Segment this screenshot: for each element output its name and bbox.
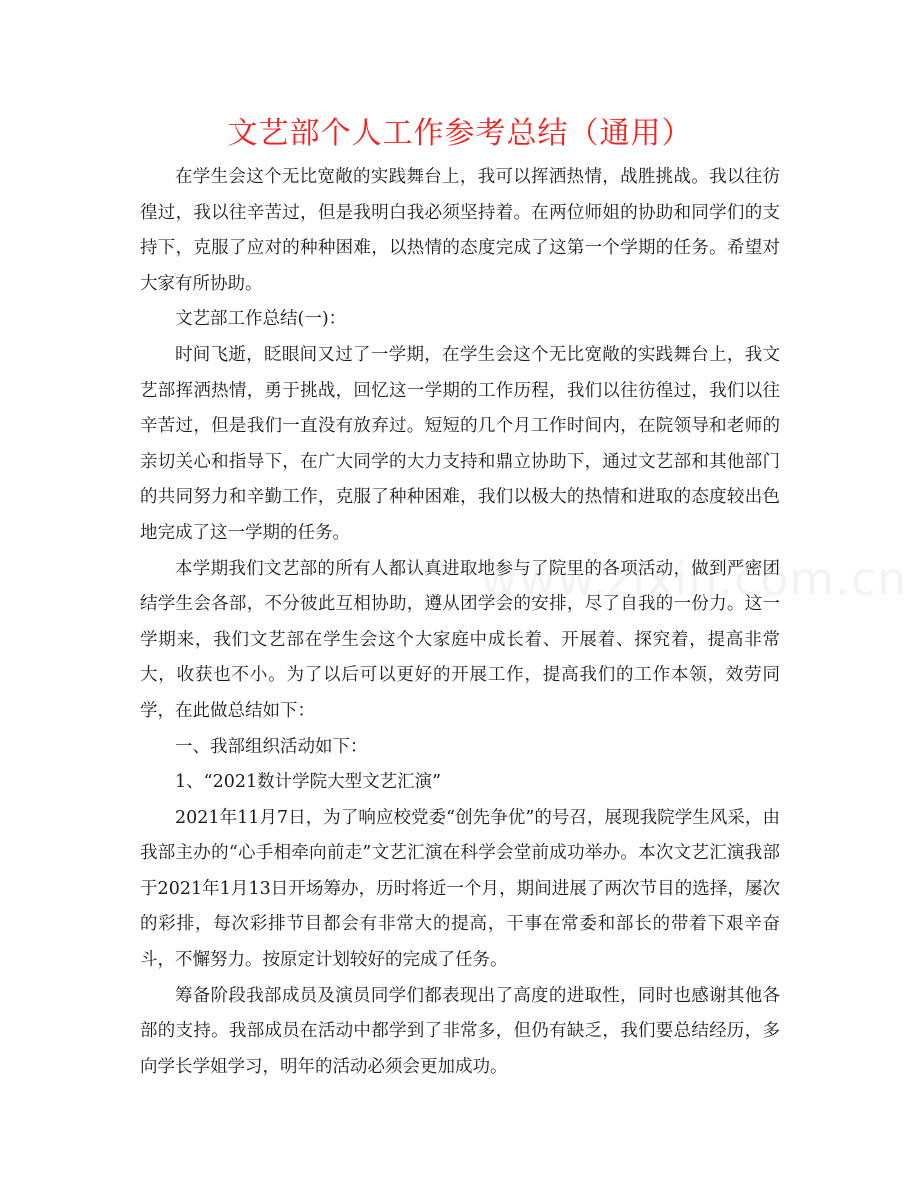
paragraph-participation: 本学期我们文艺部的所有人都认真进取地参与了院里的各项活动，做到严密团结学生会各部，不分彼此互相协助，遵从团学会的安排，尽了自我的一份力。这一学期来，我们文艺部在学生会这个大家庭中成长着、开展着、探究着，提高非常大，收获也不小。为了以后可以更好的开展工作，提高我们的工作本领，效劳同学，在此做总结如下： (140, 558, 780, 721)
subheading-art-show: 1、“2021数计学院大型文艺汇演” (175, 772, 442, 793)
paragraph-semester-review: 时间飞逝，眨眼间又过了一学期，在学生会这个无比宽敞的实践舞台上，我文艺部挥洒热情，勇于挑战，回忆这一学期的工作历程，我们以往彷徨过，我们以往辛苦过，但是我们一直没有放弃过。短短的几个月工作时间内，在院领导和老师的亲切关心和指导下，在广大同学的大力支持和鼎立协助下，通过文艺部和其他部门的共同努力和辛勤工作，克服了种种困难，我们以极大的热情和进取的态度较出色地完成了这一学期的任务。 (140, 344, 780, 543)
document-body (140, 160, 780, 1085)
document-title: 文艺部个人工作参考总结（通用） (227, 116, 693, 151)
paragraph-intro: 在学生会这个无比宽敞的实践舞台上，我可以挥洒热情，战胜挑战。我以往彷徨过，我以往辛苦过，但是我明白我必须坚持着。在两位师姐的协助和同学们的支持下，克服了应对的种种困难，以热情的态度完成了这第一个学期的任务。希望对大家有所协助。 (140, 167, 780, 294)
section-heading-activities: 一、我部组织活动如下： (175, 736, 368, 757)
section-heading-summary-one: 文艺部工作总结(一)： (175, 309, 347, 330)
paragraph-preparation: 筹备阶段我部成员及演员同学们都表现出了高度的进取性，同时也感谢其他各部的支持。我部成员在活动中都学到了非常多，但仍有缺乏，我们要总结经历，多向学长学姐学习，明年的活动必须会更加成功。 (140, 985, 780, 1077)
paragraph-art-show: 2021年11月7日，为了响应校党委“创先争优”的号召，展现我院学生风采，由我部主办的“心手相牵向前走”文艺汇演在科学会堂前成功举办。本次文艺汇演我部于2021年1月13日开场筹办，历时将近一个月，期间进展了两次节目的选择，屡次的彩排，每次彩排节目都会有非常大的提高，干事在常委和部长的带着下艰辛奋斗，不懈努力。按原定计划较好的完成了任务。 (140, 807, 780, 971)
